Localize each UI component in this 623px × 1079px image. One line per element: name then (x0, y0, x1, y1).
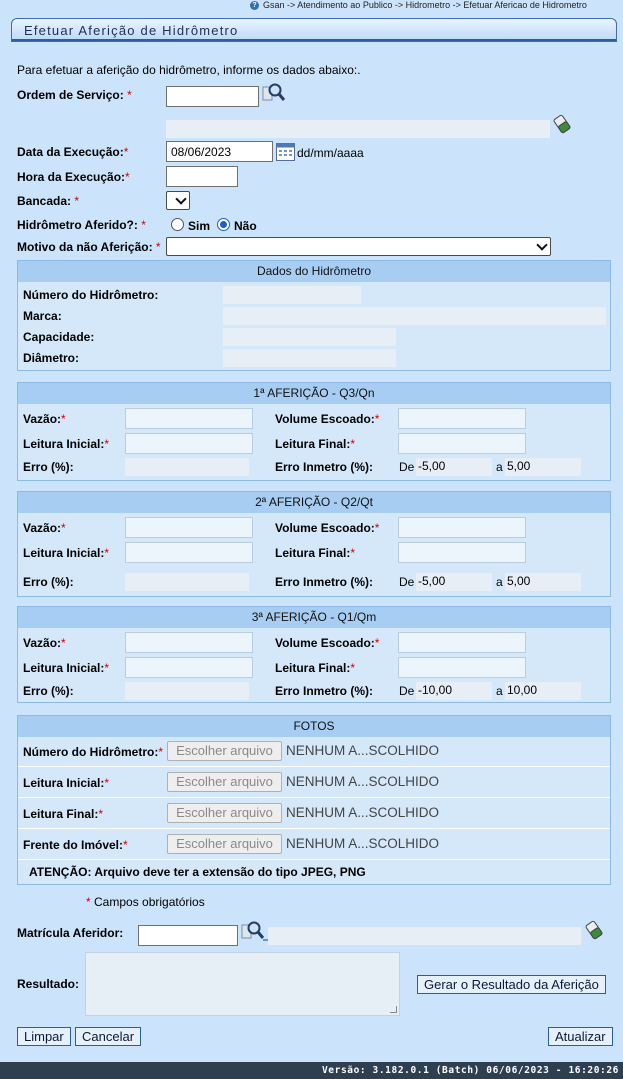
hidrometro-aferido-label: Hidrômetro Aferido?: * (17, 218, 146, 232)
foto-frente-imovel-status: NENHUM A...SCOLHIDO (286, 836, 440, 851)
hora-execucao-input[interactable] (166, 166, 238, 187)
ordem-servico-label: Ordem de Serviço: * (17, 88, 132, 102)
afericao-2-erro-value (125, 573, 249, 591)
diametro-label: Diâmetro: (23, 351, 80, 365)
dados-hidrometro-title: Dados do Hidrômetro (18, 261, 610, 282)
chevron-down-icon (175, 193, 186, 204)
afericao-2-erro-label: Erro (%): (23, 575, 74, 589)
hora-execucao-label: Hora da Execução:* (17, 170, 130, 184)
afericao-1-leitura-inicial-input[interactable] (125, 433, 253, 454)
afericao-3-leitura-final-label: Leitura Final:* (275, 661, 356, 675)
atualizar-button[interactable]: Atualizar (548, 1027, 613, 1046)
motivo-label: Motivo da não Aferição: * (17, 240, 161, 254)
foto-leitura-inicial-label-text: Leitura Inicial: (23, 776, 105, 790)
limpar-button[interactable]: Limpar (17, 1027, 71, 1046)
afericao-2-leitura-inicial-label: Leitura Inicial:* (23, 546, 110, 560)
fotos-divider (18, 797, 610, 798)
afericao-2-vazao-input[interactable] (125, 517, 253, 538)
afericao-1-volume-label: Volume Escoado:* (275, 412, 380, 426)
afericao-2-erro-inmetro-label: Erro Inmetro (%): (275, 575, 374, 589)
afericao-2-leitura-inicial-text: Leitura Inicial: (23, 546, 105, 560)
afericao-3-max: 10,00 (505, 682, 581, 700)
afericao-3-erro-value (125, 682, 249, 700)
calendar-icon[interactable] (276, 143, 295, 161)
required-note: * Campos obrigatórios (86, 895, 205, 909)
afericao-2-max: 5,00 (505, 573, 581, 591)
afericao-1-min: -5,00 (416, 458, 492, 476)
foto-frente-imovel-choose-button[interactable]: Escolher arquivo (167, 834, 282, 854)
afericao-1-erro-inmetro-label: Erro Inmetro (%): (275, 460, 374, 474)
afericao-2-volume-label: Volume Escoado:* (275, 521, 380, 535)
foto-numero-label: Número do Hidrômetro:* (23, 745, 164, 759)
chevron-down-icon (536, 239, 547, 250)
afericao-1-leitura-inicial-text: Leitura Inicial: (23, 437, 105, 451)
ordem-servico-input[interactable] (166, 86, 259, 107)
resize-handle[interactable] (390, 1006, 397, 1013)
foto-frente-imovel-label: Frente do Imóvel:* (23, 838, 128, 852)
afericao-3-leitura-inicial-text: Leitura Inicial: (23, 661, 105, 675)
afericao-1-de: De (399, 460, 415, 474)
afericao-1-a: a (496, 460, 503, 474)
afericao-2-vazao-label: Vazão:* (23, 521, 66, 535)
foto-numero-status: NENHUM A...SCOLHIDO (286, 743, 440, 758)
capacidade-value (223, 328, 396, 346)
resultado-textarea[interactable] (85, 952, 400, 1016)
afericao-1-leitura-final-label: Leitura Final:* (275, 437, 356, 451)
afericao-3-leitura-inicial-label: Leitura Inicial:* (23, 661, 110, 675)
matricula-input[interactable] (138, 925, 238, 946)
afericao-3-vazao-label: Vazão:* (23, 636, 66, 650)
afericao-1-erro-label: Erro (%): (23, 460, 74, 474)
afericao-1-vazao-label: Vazão:* (23, 412, 66, 426)
foto-leitura-final-status: NENHUM A...SCOLHIDO (286, 805, 440, 820)
page-title-bar (11, 18, 617, 42)
afericao-2-min: -5,00 (416, 573, 492, 591)
afericao-1-volume-text: Volume Escoado: (275, 412, 375, 426)
afericao-1-vazao-input[interactable] (125, 408, 253, 429)
afericao-3-vazao-input[interactable] (125, 632, 253, 653)
afericao-2-volume-text: Volume Escoado: (275, 521, 375, 535)
afericao-2-vazao-text: Vazão: (23, 521, 62, 535)
help-icon[interactable]: ? (250, 1, 259, 10)
page-title: Efetuar Aferição de Hidrômetro (24, 23, 239, 38)
afericao-1-vazao-text: Vazão: (23, 412, 62, 426)
afericao-1-title: 1ª AFERIÇÃO - Q3/Qn (18, 383, 610, 404)
intro-text: Para efetuar a aferição do hidrômetro, informe os dados abaixo:. (17, 63, 361, 77)
motivo-select[interactable] (166, 237, 551, 256)
marca-label: Marca: (23, 309, 62, 323)
afericao-3-vazao-text: Vazão: (23, 636, 62, 650)
foto-frente-imovel-label-text: Frente do Imóvel: (23, 838, 124, 852)
data-execucao-label-text: Data da Execução: (17, 145, 124, 159)
afericao-1-leitura-inicial-label: Leitura Inicial:* (23, 437, 110, 451)
afericao-2-leitura-final-label: Leitura Final:* (275, 546, 356, 560)
afericao-3-leitura-final-text: Leitura Final: (275, 661, 351, 675)
afericao-2-leitura-final-input[interactable] (398, 542, 526, 563)
afericao-1-max: 5,00 (505, 458, 581, 476)
marca-value (223, 307, 606, 325)
diametro-value (223, 349, 396, 367)
fotos-divider (18, 766, 610, 767)
afericao-3-volume-input[interactable] (398, 632, 526, 653)
afericao-2-leitura-final-text: Leitura Final: (275, 546, 351, 560)
bancada-select[interactable] (166, 191, 190, 210)
eraser-icon[interactable] (585, 920, 603, 940)
afericao-1-leitura-final-text: Leitura Final: (275, 437, 351, 451)
afericao-3-de: De (399, 684, 415, 698)
afericao-3-leitura-final-input[interactable] (398, 657, 526, 678)
bancada-label: Bancada: * (17, 194, 80, 208)
afericao-2-de: De (399, 575, 415, 589)
matricula-description (268, 927, 581, 945)
afericao-3-volume-text: Volume Escoado: (275, 636, 375, 650)
eraser-icon[interactable] (553, 114, 571, 134)
ordem-servico-label-text: Ordem de Serviço: (17, 88, 124, 102)
fotos-divider (18, 828, 610, 829)
afericao-2-a: a (496, 575, 503, 589)
foto-leitura-final-choose-button[interactable]: Escolher arquivo (167, 803, 282, 823)
foto-leitura-final-label: Leitura Final:* (23, 807, 104, 821)
afericao-3-leitura-inicial-input[interactable] (125, 657, 253, 678)
search-icon[interactable] (241, 920, 268, 942)
foto-leitura-inicial-status: NENHUM A...SCOLHIDO (286, 774, 440, 789)
afericao-2-volume-input[interactable] (398, 517, 526, 538)
afericao-2-leitura-inicial-input[interactable] (125, 542, 253, 563)
afericao-3-erro-label: Erro (%): (23, 684, 74, 698)
search-icon[interactable] (262, 82, 286, 104)
gerar-resultado-button[interactable]: Gerar o Resultado da Aferição (417, 975, 606, 994)
foto-numero-label-text: Número do Hidrômetro: (23, 745, 159, 759)
radio-sim[interactable] (171, 218, 184, 231)
afericao-3-a: a (496, 684, 503, 698)
numero-hidrometro-value (223, 286, 361, 304)
version-footer: Versão: 3.182.0.1 (Batch) 06/06/2023 - 16:20:26 (0, 1062, 623, 1079)
capacidade-label: Capacidade: (23, 330, 95, 344)
afericao-3-min: -10,00 (416, 682, 492, 700)
breadcrumb-text: Gsan -> Atendimento ao Publico -> Hidrometro -> Efetuar Afericao de Hidrometro (263, 0, 587, 10)
foto-leitura-final-label-text: Leitura Final: (23, 807, 99, 821)
numero-hidrometro-label: Número do Hidrômetro: (23, 288, 159, 302)
bancada-label-text: Bancada: (17, 194, 72, 208)
afericao-3-title: 3ª AFERIÇÃO - Q1/Qm (18, 607, 610, 628)
afericao-1-volume-input[interactable] (398, 408, 526, 429)
required-note-text: Campos obrigatórios (94, 895, 205, 909)
hora-execucao-label-text: Hora da Execução: (17, 170, 126, 184)
afericao-1-leitura-final-input[interactable] (398, 433, 526, 454)
fotos-title: FOTOS (18, 716, 610, 737)
foto-leitura-inicial-label: Leitura Inicial:* (23, 776, 110, 790)
afericao-3-erro-inmetro-label: Erro Inmetro (%): (275, 684, 374, 698)
afericao-1-erro-value (125, 458, 249, 476)
foto-leitura-inicial-choose-button[interactable]: Escolher arquivo (167, 772, 282, 792)
radio-nao[interactable] (217, 218, 230, 231)
afericao-3-volume-label: Volume Escoado:* (275, 636, 380, 650)
hidrometro-aferido-label-text: Hidrômetro Aferido?: (17, 218, 138, 232)
resultado-label: Resultado: (17, 977, 80, 991)
date-format-hint: dd/mm/aaaa (297, 146, 364, 160)
radio-nao-label: Não (234, 219, 257, 233)
breadcrumb (0, 0, 623, 12)
matricula-label: Matrícula Aferidor: (17, 926, 124, 940)
afericao-2-title: 2ª AFERIÇÃO - Q2/Qt (18, 492, 610, 513)
fotos-divider (18, 859, 610, 860)
cancelar-button[interactable]: Cancelar (75, 1027, 141, 1046)
radio-sim-label: Sim (188, 219, 211, 233)
data-execucao-label: Data da Execução:* (17, 145, 129, 159)
motivo-label-text: Motivo da não Aferição: (17, 240, 153, 254)
fotos-warning: ATENÇÃO: Arquivo deve ter a extensão do tipo JPEG, PNG (29, 865, 366, 879)
ordem-servico-description (166, 120, 550, 138)
foto-numero-choose-button[interactable]: Escolher arquivo (167, 741, 282, 761)
data-execucao-input[interactable] (166, 141, 273, 162)
